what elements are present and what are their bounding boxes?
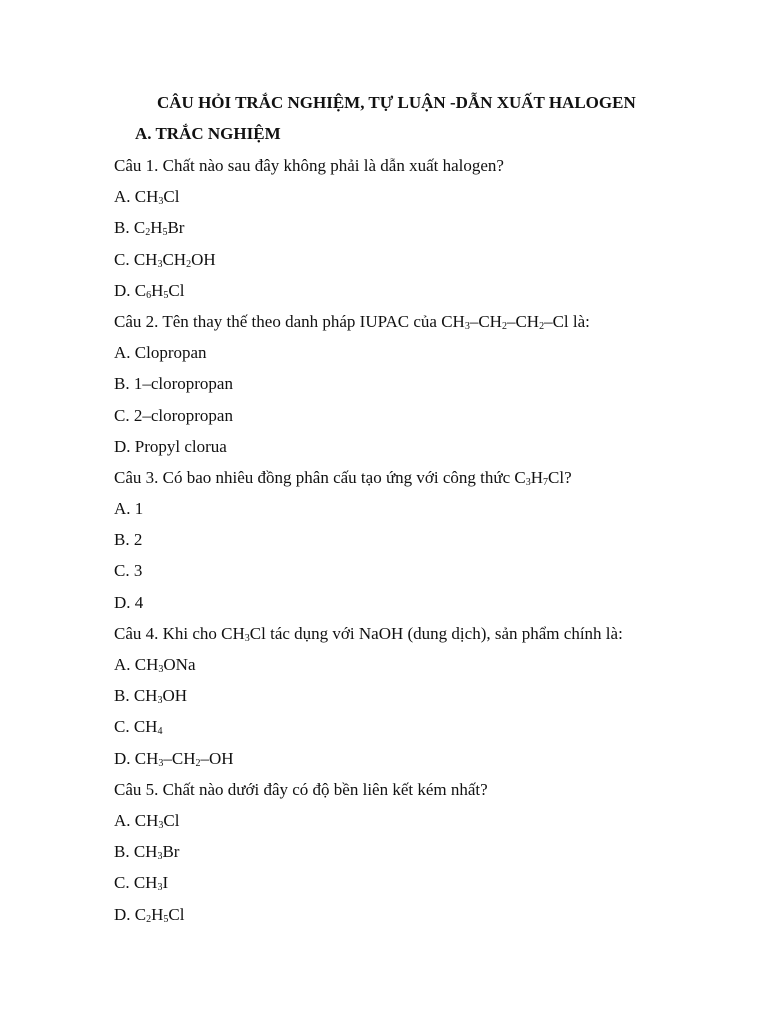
subscript: 3: [157, 851, 163, 863]
question-2-option-a: [114, 340, 734, 371]
subscript: 2: [501, 320, 507, 332]
text-run: Câu 5. Chất nào dưới đây có độ bền liên kết kém nhất?: [114, 779, 488, 799]
question-4-text: [114, 621, 734, 652]
document-title: CÂU HỎI TRẮC NGHIỆM, TỰ LUẬN -DẪN XUẤT HALOGEN: [157, 93, 636, 112]
text-run: Câu 3. Có bao nhiêu đồng phân cấu tạo ứng với công thức C: [114, 467, 526, 487]
question-5-text: [114, 777, 734, 808]
question-5-option-d: [114, 902, 734, 933]
text-run: Cl: [168, 904, 185, 924]
subscript: 3: [158, 196, 164, 208]
text-run: H: [151, 280, 164, 300]
question-2-text: [114, 309, 734, 340]
subscript: 3: [464, 320, 470, 332]
subscript: 2: [539, 320, 545, 332]
text-run: –CH: [506, 311, 540, 331]
subscript: 3: [158, 819, 164, 831]
question-1-option-c: [114, 247, 734, 278]
question-4-option-d: [114, 746, 734, 777]
text-run: Câu 1. Chất nào sau đây không phải là dẫn xuất halogen?: [114, 156, 504, 175]
subscript: 5: [163, 289, 169, 301]
text-run: –OH: [200, 748, 234, 768]
subscript: 2: [146, 913, 152, 925]
text-run: A. CH: [114, 187, 159, 207]
question-3-option-b: [114, 527, 734, 558]
text-run: B. 1–cloropropan: [114, 374, 233, 394]
question-5-option-a: [114, 808, 734, 839]
question-1-option-b: [114, 215, 734, 246]
subscript: 3: [157, 695, 163, 707]
text-run: OH: [162, 686, 188, 706]
text-run: –CH: [163, 748, 196, 768]
text-run: D. C: [114, 904, 147, 924]
text-run: CH: [162, 249, 187, 269]
text-run: ONa: [163, 655, 196, 674]
subscript: 6: [146, 289, 152, 301]
text-run: C. 3: [114, 561, 143, 581]
text-run: B. CH: [114, 842, 158, 862]
text-run: OH: [191, 249, 216, 269]
question-3-option-c: [114, 558, 734, 589]
text-run: B. C: [114, 218, 146, 238]
subscript: 3: [525, 476, 531, 488]
text-run: A. CH: [114, 655, 159, 674]
text-run: C. CH: [114, 873, 158, 893]
subscript: 3: [244, 632, 250, 644]
subscript: 5: [163, 913, 169, 925]
text-run: Cl: [168, 280, 185, 300]
text-run: A. 1: [114, 499, 144, 519]
text-run: Br: [162, 842, 180, 862]
question-1-text: [114, 153, 734, 184]
text-run: H: [530, 467, 544, 487]
question-1-option-d: [114, 278, 734, 309]
text-run: Cl?: [548, 467, 572, 487]
question-3-option-a: [114, 496, 734, 527]
text-run: C. 2–cloropropan: [114, 405, 233, 425]
text-run: D. 4: [114, 592, 144, 612]
question-5-option-b: [114, 839, 734, 870]
subscript: 4: [157, 726, 163, 738]
text-run: D. CH: [114, 748, 159, 768]
text-run: I: [162, 873, 169, 893]
question-3-option-d: [114, 590, 734, 621]
section-heading: A. TRẮC NGHIỆM: [135, 124, 281, 143]
question-5-option-c: [114, 870, 734, 901]
text-run: –CH: [469, 311, 502, 331]
text-run: D. Propyl clorua: [114, 436, 227, 456]
question-3-text: [114, 465, 734, 496]
text-run: –Cl là:: [544, 311, 590, 331]
text-run: A. CH: [114, 810, 159, 830]
question-1-option-a: [114, 184, 734, 215]
text-run: H: [151, 904, 164, 924]
text-run: A. Clopropan: [114, 343, 207, 363]
subscript: 3: [157, 882, 163, 894]
subscript: 2: [195, 757, 201, 769]
text-run: Br: [167, 218, 185, 238]
text-run: Cl: [163, 810, 180, 830]
text-run: Cl tác dụng với NaOH (dung dịch), sản phẩm chính là:: [249, 623, 623, 643]
question-4-option-a: [114, 652, 734, 683]
text-run: B. CH: [114, 686, 158, 706]
text-run: C. CH: [114, 717, 158, 737]
question-list: [114, 153, 734, 933]
subscript: 2: [145, 227, 151, 239]
text-run: D. C: [114, 280, 147, 300]
text-run: Câu 2. Tên thay thế theo danh pháp IUPAC của CH: [114, 311, 465, 331]
subscript: 3: [158, 664, 164, 675]
subscript: 3: [158, 757, 164, 769]
question-2-option-c: [114, 403, 734, 434]
subscript: 5: [162, 227, 168, 239]
text-run: Câu 4. Khi cho CH: [114, 623, 245, 643]
text-run: C. CH: [114, 249, 158, 269]
subscript: 7: [543, 476, 549, 488]
text-run: Cl: [163, 187, 180, 207]
question-4-option-b: [114, 683, 734, 714]
text-run: H: [150, 218, 163, 238]
question-2-option-d: [114, 434, 734, 465]
subscript: 3: [157, 258, 163, 270]
subscript: 2: [186, 258, 192, 270]
question-2-option-b: [114, 371, 734, 402]
text-run: B. 2: [114, 530, 143, 550]
question-4-option-c: [114, 714, 734, 745]
